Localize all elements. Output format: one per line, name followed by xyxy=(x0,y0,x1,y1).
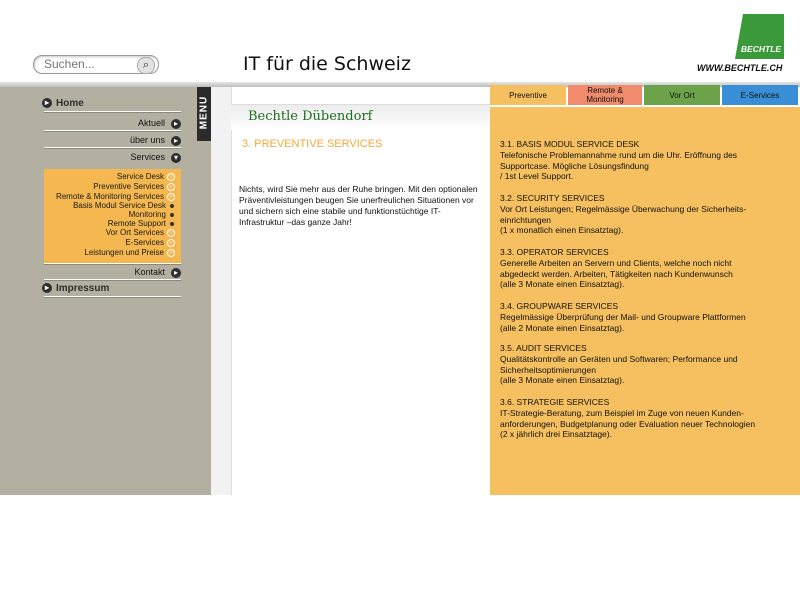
services-submenu xyxy=(44,169,181,263)
service-line: Regelmässige Überprüfung der Mail- und Groupware Plattformen xyxy=(500,311,746,322)
nav-item-kontakt[interactable] xyxy=(44,267,181,278)
circle-arrow-icon: › xyxy=(167,183,175,191)
circle-arrow-icon: › xyxy=(167,173,175,181)
location-heading: Bechtle Dübendorf xyxy=(248,109,373,124)
nav-item-label: Kontakt xyxy=(134,267,165,277)
site-title: IT für die Schweiz xyxy=(243,53,411,75)
menu-tab-label: MENU xyxy=(198,95,210,130)
intro-text: Nichts, wird Sie mehr aus der Ruhe bringen. Mit den optionalen Präventivleistungen beugen Sie unerfreulichen Situationen vor und sichern sich eine stabile und funktionstüchtige IT-Infrastruktur –das ganze Jahr! xyxy=(239,184,478,227)
nav-item-label: über uns xyxy=(129,135,165,145)
service-block xyxy=(500,301,788,333)
nav-divider xyxy=(44,279,181,281)
nav-item-ueber-uns[interactable] xyxy=(44,135,181,146)
service-block xyxy=(500,343,788,386)
arrow-right-icon: ▸ xyxy=(42,98,52,108)
bullet-icon xyxy=(170,222,174,226)
service-line: Sicherheitsoptimierungen xyxy=(500,364,596,375)
service-line: (2 x jährlich drei Einsatztage). xyxy=(500,429,612,440)
nav-home-label: Home xyxy=(56,98,84,109)
nav-item-label: Aktuell xyxy=(137,118,165,128)
service-line: Qualitätskontrolle an Geräten und Softwaren; Performance und xyxy=(500,353,738,364)
submenu-item-remote-support[interactable]: Remote Support xyxy=(108,219,175,228)
service-line: (alle 2 Monate einen Einsatztag). xyxy=(500,322,625,333)
submenu-item-remote-monitoring[interactable]: Remote & Monitoring Services › xyxy=(56,192,175,201)
arrow-right-icon: ▸ xyxy=(42,283,52,293)
search-box[interactable] xyxy=(33,55,159,74)
nav-impressum[interactable] xyxy=(42,283,182,294)
service-block xyxy=(500,193,788,236)
service-title: 3.1. BASIS MODUL SERVICE DESK xyxy=(500,139,640,149)
service-line: Supportcase. Mögliche Lösungsfindung xyxy=(500,160,649,171)
tab-label: Remote & Monitoring xyxy=(586,86,624,104)
service-title: 3.3. OPERATOR SERVICES xyxy=(500,247,609,257)
service-block xyxy=(500,139,788,182)
submenu-item-preventive-services[interactable]: Preventive Services › xyxy=(93,182,175,191)
menu-toggle-tab[interactable] xyxy=(197,87,211,141)
bullet-icon xyxy=(170,213,174,217)
submenu-item-service-desk[interactable]: Service Desk › xyxy=(117,172,175,181)
service-line: / 1st Level Support. xyxy=(500,171,574,182)
bechtle-logo[interactable] xyxy=(735,14,784,59)
submenu-item-leistungen-preise[interactable]: Leistungen und Preise › xyxy=(84,248,175,257)
nav-impressum-label: Impressum xyxy=(56,283,110,294)
service-title: 3.5. AUDIT SERVICES xyxy=(500,343,587,353)
arrow-right-icon: ▸ xyxy=(171,119,181,129)
service-line: abgedeckt werden. Arbeiten, Tätigkeiten nach Kundenwunsch xyxy=(500,268,733,279)
tab-e-services[interactable] xyxy=(722,85,798,105)
nav-home[interactable] xyxy=(42,98,182,109)
service-line: (1 x monatlich einen Einsatztag). xyxy=(500,225,624,236)
nav-item-services[interactable] xyxy=(44,152,181,163)
nav-item-label: Services xyxy=(130,152,165,162)
service-title: 3.2. SECURITY SERVICES xyxy=(500,193,605,203)
content-gutter xyxy=(211,87,231,495)
search-input[interactable] xyxy=(44,57,132,71)
circle-arrow-icon: › xyxy=(167,193,175,201)
service-block xyxy=(500,397,788,440)
search-icon[interactable]: ⌕ xyxy=(137,57,155,74)
submenu-item-monitoring[interactable]: Monitoring xyxy=(129,210,175,219)
circle-arrow-icon: › xyxy=(167,239,175,247)
service-line: IT-Strategie-Beratung, zum Beispiel im Zuge von neuen Kunden- xyxy=(500,407,744,418)
tab-preventive[interactable] xyxy=(490,85,566,105)
submenu-item-vor-ort[interactable]: Vor Ort Services › xyxy=(106,228,175,237)
service-line: einrichtungen xyxy=(500,214,552,225)
services-panel xyxy=(490,107,800,495)
arrow-right-icon: ▸ xyxy=(171,268,181,278)
tab-label: Vor Ort xyxy=(669,90,695,100)
circle-arrow-icon: › xyxy=(167,229,175,237)
circle-arrow-icon: › xyxy=(167,249,175,257)
service-line: anforderungen, Budgetplanung oder Evaluation neuer Technologien xyxy=(500,418,756,429)
submenu-item-basis-modul[interactable]: Basis Modul Service Desk xyxy=(73,201,175,210)
tab-vor-ort[interactable] xyxy=(644,85,720,105)
tab-remote-monitoring[interactable] xyxy=(568,85,642,105)
service-line: Vor Ort Leistungen; Regelmässige Überwachung der Sicherheits- xyxy=(500,203,747,214)
arrow-right-icon: ▸ xyxy=(171,136,181,146)
section-title: 3. PREVENTIVE SERVICES xyxy=(242,138,383,150)
service-block xyxy=(500,247,788,290)
nav-divider xyxy=(44,130,181,132)
service-line: (alle 3 Monate einen Einsatztag). xyxy=(500,375,625,386)
service-line: (alle 3 Monate einen Einsatztag). xyxy=(500,279,625,290)
nav-divider xyxy=(44,147,181,149)
tab-label: Preventive xyxy=(509,90,547,100)
tab-label: E-Services xyxy=(740,90,780,100)
service-title: 3.6. STRATEGIE SERVICES xyxy=(500,397,610,407)
logo-url[interactable]: WWW.BECHTLE.CH xyxy=(697,63,783,73)
logo-text: BECHTLE xyxy=(740,44,782,54)
nav-divider xyxy=(44,111,181,113)
nav-divider xyxy=(44,263,181,265)
submenu-item-e-services[interactable]: E-Services › xyxy=(125,238,175,247)
nav-item-aktuell[interactable] xyxy=(44,118,181,129)
service-title: 3.4. GROUPWARE SERVICES xyxy=(500,301,619,311)
arrow-down-icon: ▾ xyxy=(171,153,181,163)
nav-divider xyxy=(44,296,181,298)
service-line: Generelle Arbeiten an Servern und Clients, welche noch nicht xyxy=(500,257,732,268)
service-line: Telefonische Problemannahme rund um die Uhr. Eröffnung des xyxy=(500,149,738,160)
bullet-icon xyxy=(170,204,174,208)
